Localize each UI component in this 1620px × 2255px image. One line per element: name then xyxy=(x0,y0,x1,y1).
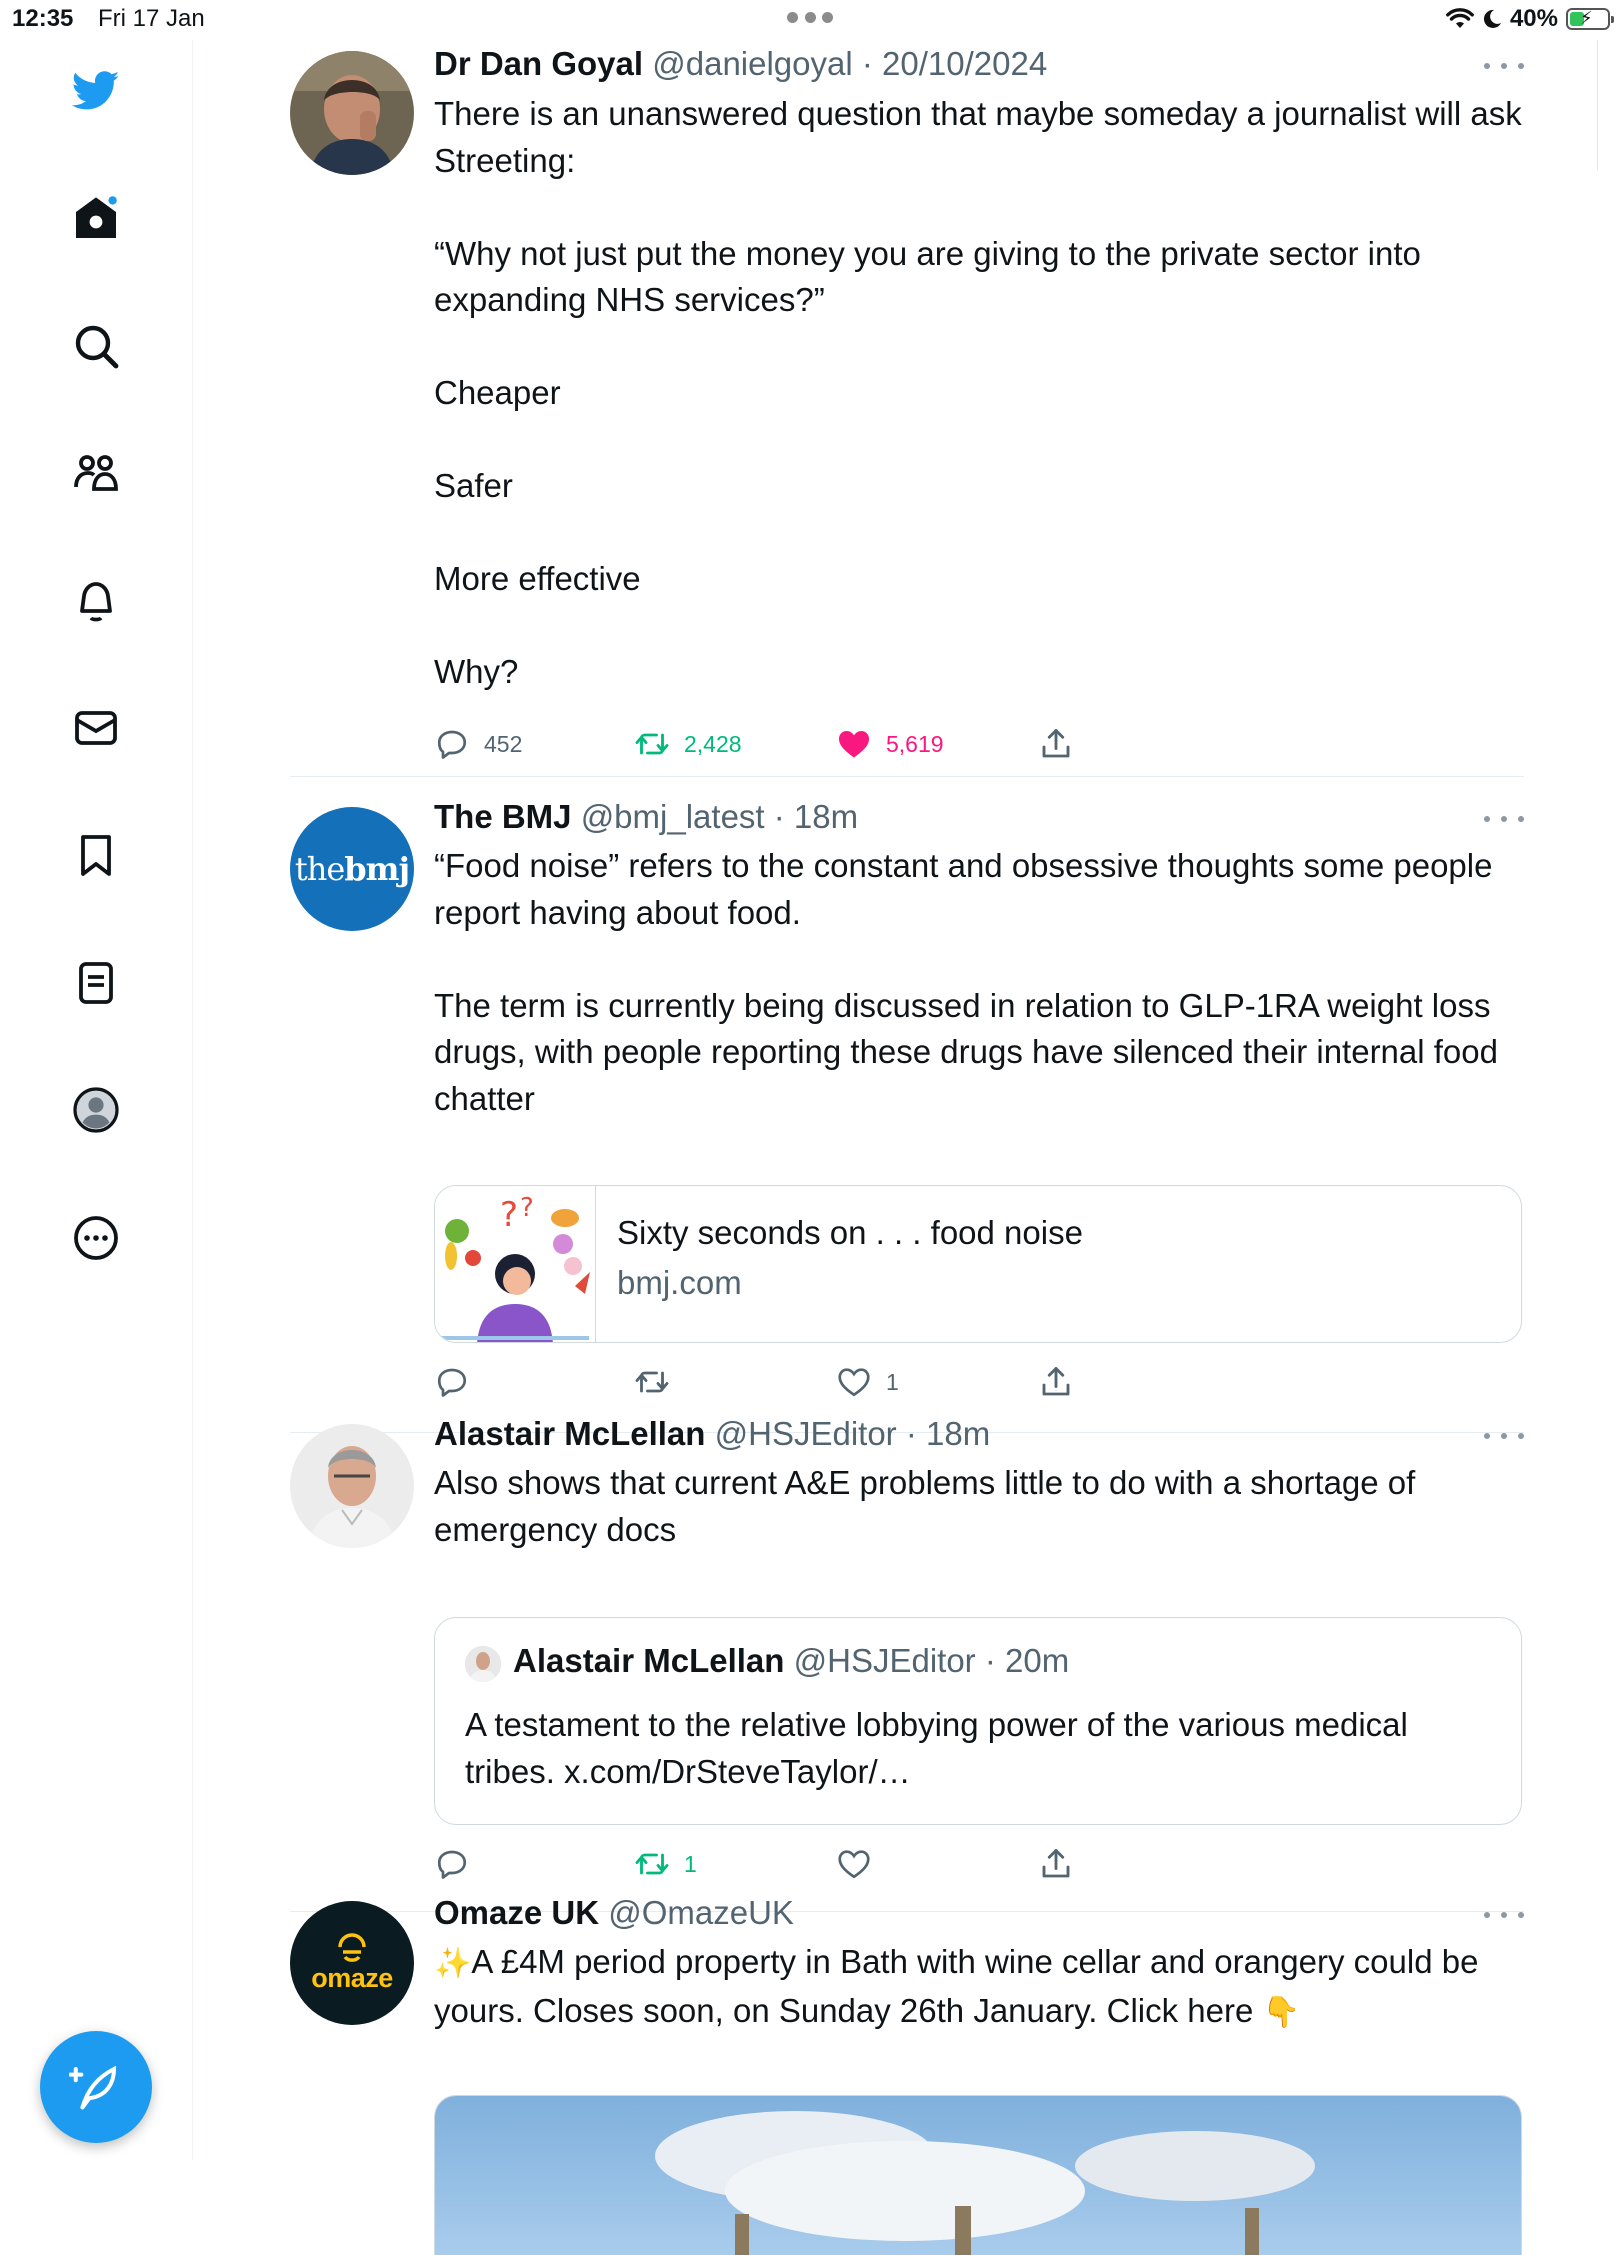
sparkles-emoji: ✨ xyxy=(434,1947,472,1980)
share-button[interactable] xyxy=(1038,1364,1074,1400)
quoted-author-name: Alastair McLellan xyxy=(513,1642,785,1679)
wifi-icon xyxy=(1446,8,1474,30)
retweet-button[interactable] xyxy=(634,1846,697,1882)
quoted-tweet[interactable] xyxy=(434,1617,1522,1825)
retweet-icon xyxy=(634,1364,670,1400)
bookmark-icon[interactable] xyxy=(58,817,134,893)
search-icon[interactable] xyxy=(58,308,134,384)
like-button[interactable] xyxy=(836,726,944,762)
multitasking-dots-icon[interactable] xyxy=(787,12,833,24)
retweet-count: 1 xyxy=(684,1850,697,1877)
retweet-button[interactable] xyxy=(634,726,742,762)
avatar[interactable] xyxy=(290,1901,414,2025)
messages-envelope-icon[interactable] xyxy=(58,690,134,766)
author-name[interactable]: Dr Dan Goyal xyxy=(434,45,644,82)
status-bar xyxy=(0,0,1620,40)
sidebar xyxy=(0,40,193,2160)
svg-text:?: ? xyxy=(520,1193,534,1223)
compose-button[interactable] xyxy=(40,2031,152,2143)
battery-percent: 40% xyxy=(1509,5,1558,32)
battery-icon: ⚡ xyxy=(1566,8,1610,30)
tweet-text: “Food noise” refers to the constant and obsessive thoughts some people report having about food. The term is currently being discussed in relation to GLP-1RA weight loss drugs, with people reporting these drugs have silenced their internal food chatter xyxy=(434,847,1498,1117)
reply-icon xyxy=(434,726,470,762)
link-card[interactable] xyxy=(434,1185,1522,1343)
tweet-time[interactable]: 18m xyxy=(926,1415,991,1452)
property-photo xyxy=(435,2096,1522,2255)
like-count: 1 xyxy=(886,1368,899,1395)
quoted-tweet-time: 20m xyxy=(1005,1642,1070,1679)
avatar[interactable] xyxy=(290,1424,414,1548)
quoted-tweet-text: A testament to the relative lobbying power of the various medical tribes. x.com/DrSteveTaylor/… xyxy=(465,1706,1408,1790)
tweet-time[interactable]: 18m xyxy=(793,798,859,835)
retweet-button[interactable] xyxy=(634,1364,684,1400)
bmj-logo xyxy=(295,850,409,888)
tweet-text: There is an unanswered question that maybe someday a journalist will ask Streeting: “Why not just put the money you are giving to the private sector into expanding NHS services?” Cheaper Safer More effective Why? xyxy=(434,95,1522,690)
author-handle[interactable]: @OmazeUK xyxy=(608,1894,794,1931)
more-options-icon[interactable] xyxy=(1484,1426,1524,1446)
author-name[interactable]: The BMJ xyxy=(434,798,572,835)
twitter-bird-icon[interactable] xyxy=(58,52,134,128)
card-thumbnail xyxy=(435,1186,596,1343)
share-icon xyxy=(1038,1364,1074,1400)
tweet-header xyxy=(434,797,858,837)
reply-count: 452 xyxy=(484,730,523,757)
communities-icon[interactable] xyxy=(58,435,134,511)
status-time: 12:35 xyxy=(12,5,74,32)
separator-dot: · xyxy=(896,1415,926,1452)
retweet-icon xyxy=(634,1846,670,1882)
lists-icon[interactable] xyxy=(58,945,134,1021)
bmj-logo-light: the xyxy=(294,850,345,888)
quoted-author-handle: @HSJEditor xyxy=(793,1642,976,1679)
tweet-text-body: A £4M period property in Bath with wine cellar and orangery could be yours. Closes soon, on Sunday 26th January. Click here xyxy=(434,1943,1488,2029)
author-name[interactable]: Omaze UK xyxy=(434,1894,600,1931)
more-options-icon[interactable] xyxy=(1484,809,1524,829)
media-image[interactable] xyxy=(434,2095,1522,2255)
compose-feather-icon xyxy=(69,2060,123,2114)
avatar[interactable] xyxy=(290,807,414,931)
tweet-time[interactable]: 20/10/2024 xyxy=(882,45,1048,82)
tweet-header xyxy=(434,1414,990,1454)
heart-icon xyxy=(836,1846,872,1882)
like-button[interactable] xyxy=(836,1364,899,1400)
heart-icon xyxy=(836,1364,872,1400)
status-indicators xyxy=(1446,5,1610,33)
author-name[interactable]: Alastair McLellan xyxy=(434,1415,706,1452)
avatar[interactable] xyxy=(290,51,414,175)
reply-icon xyxy=(434,1364,470,1400)
heart-filled-icon xyxy=(836,726,872,762)
share-button[interactable] xyxy=(1038,726,1074,762)
moon-icon xyxy=(1482,8,1502,30)
quoted-avatar xyxy=(465,1646,501,1682)
share-button[interactable] xyxy=(1038,1846,1074,1882)
retweet-count: 2,428 xyxy=(684,730,742,757)
reply-button[interactable] xyxy=(434,1364,484,1400)
tweet-actions xyxy=(434,1364,1134,1404)
notifications-bell-icon[interactable] xyxy=(58,563,134,639)
pointing-down-emoji: 👇 xyxy=(1262,1995,1300,2029)
author-handle[interactable]: @bmj_latest xyxy=(580,798,765,835)
tweet-actions xyxy=(434,1846,1134,1886)
like-count: 5,619 xyxy=(886,730,944,757)
share-icon xyxy=(1038,1846,1074,1882)
author-handle[interactable]: @HSJEditor xyxy=(714,1415,897,1452)
more-options-icon[interactable] xyxy=(1484,1905,1524,1925)
tweet-divider xyxy=(290,776,1524,777)
separator-dot: · xyxy=(764,798,794,835)
status-date: Fri 17 Jan xyxy=(98,5,205,32)
reply-button[interactable] xyxy=(434,1846,484,1882)
separator-dot: · xyxy=(975,1642,1005,1679)
like-button[interactable] xyxy=(836,1846,886,1882)
svg-text:?: ? xyxy=(500,1195,519,1235)
tweet-actions xyxy=(434,726,1134,766)
tweet-header xyxy=(434,44,1047,84)
omaze-logo-text: omaze xyxy=(311,1963,393,1993)
card-title: Sixty seconds on . . . food noise xyxy=(617,1214,1083,1251)
separator-dot: · xyxy=(852,45,883,82)
retweet-icon xyxy=(634,726,670,762)
card-domain: bmj.com xyxy=(617,1264,742,1301)
more-options-icon[interactable] xyxy=(1484,56,1524,76)
reply-button[interactable] xyxy=(434,726,522,762)
quoted-header xyxy=(513,1642,1069,1680)
profile-avatar-icon[interactable] xyxy=(58,1072,134,1148)
share-icon xyxy=(1038,726,1074,762)
home-icon[interactable] xyxy=(58,180,134,256)
more-circle-icon[interactable] xyxy=(58,1200,134,1276)
reply-icon xyxy=(434,1846,470,1882)
author-handle[interactable]: @danielgoyal xyxy=(652,45,853,82)
tweet-header xyxy=(434,1893,794,1933)
bmj-logo-bold: bmj xyxy=(344,850,410,888)
tweet-text: Also shows that current A&E problems little to do with a shortage of emergency docs xyxy=(434,1464,1425,1548)
tweet-text xyxy=(434,1939,1524,2036)
scrollbar-track[interactable] xyxy=(1597,40,1620,170)
